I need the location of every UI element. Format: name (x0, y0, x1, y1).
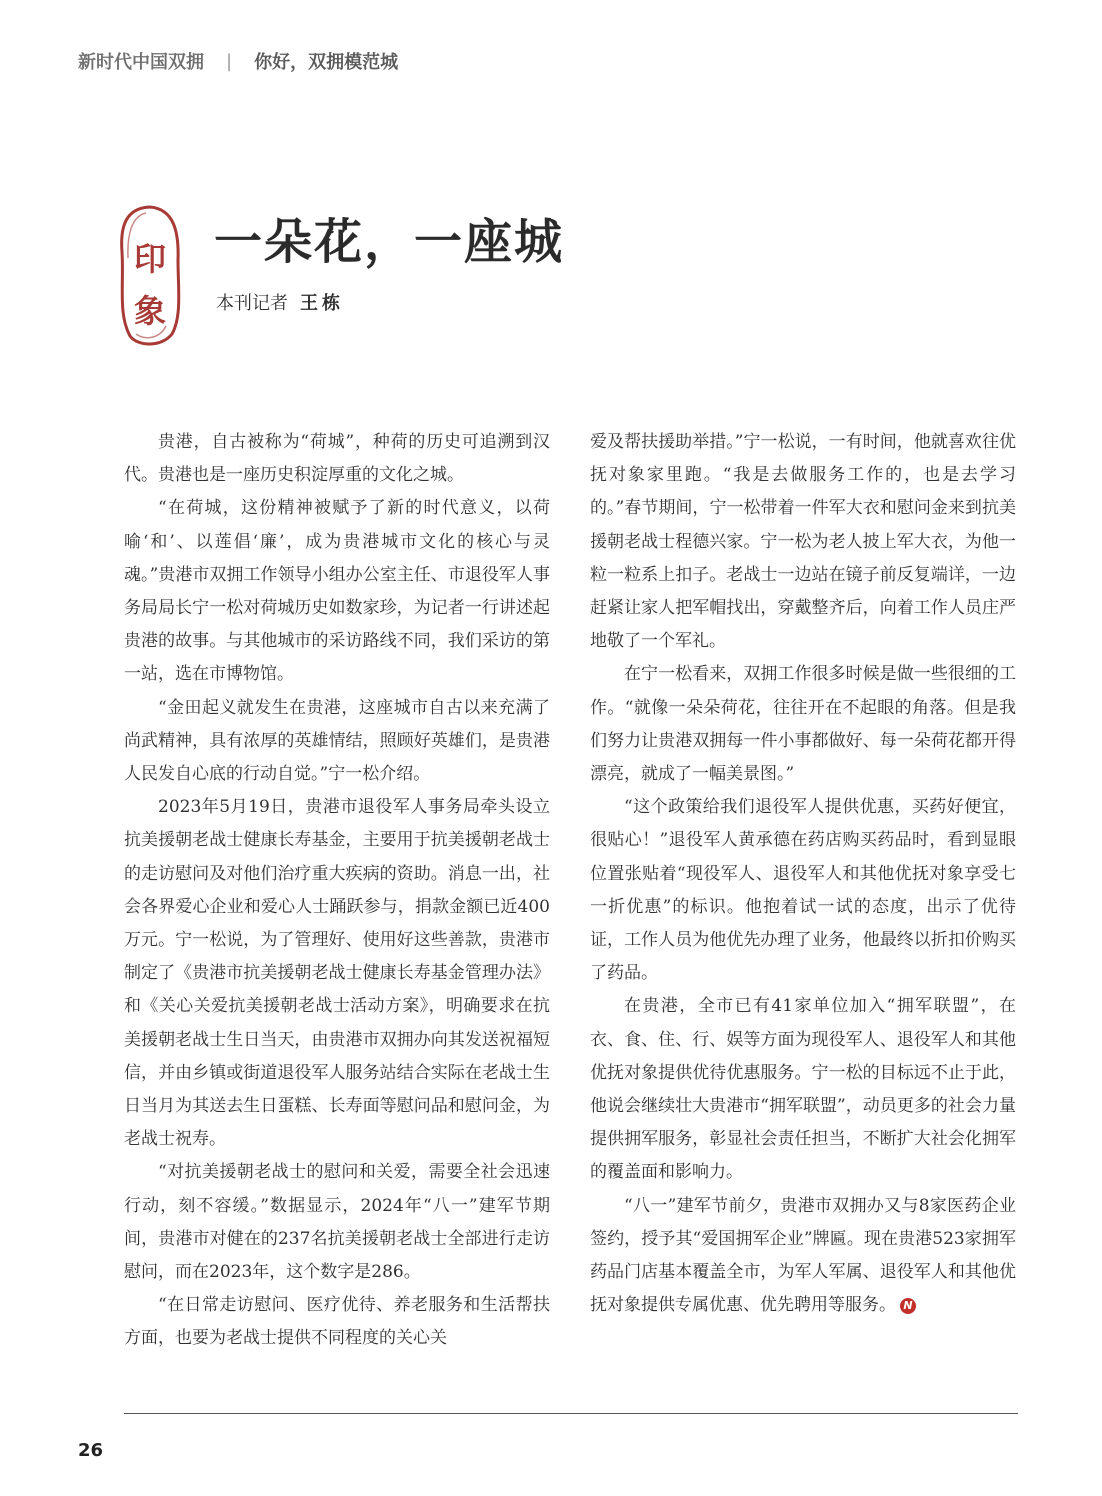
end-mark-icon: N (900, 1298, 916, 1314)
left-column (124, 426, 550, 1356)
body-paragraph: “对抗美援朝老战士的慰问和关爱，需要全社会迅速行动，刻不容缓。”数据显示，2024年“八一”建军节期间，贵港市对健在的237名抗美援朝老战士全部进行走访慰问，而在2023年，这个数字是286。 (124, 1162, 550, 1283)
body-paragraph: “在日常走访慰问、医疗优待、养老服务和生活帮扶方面，也要为老战士提供不同程度的关心关 (124, 1295, 550, 1349)
page-number: 26 (78, 1440, 104, 1461)
impression-seal (116, 204, 184, 348)
header-subsection: 你好，双拥模范城 (254, 52, 399, 73)
body-paragraph-continued: 爱及帮扶援助举措。”宁一松说，一有时间，他就喜欢往优抚对象家里跑。“我是去做服务工作的，也是去学习的。”春节期间，宁一松带着一件军大衣和慰问金来到抗美援朝老战士程德兴家。宁一松为老人披上军大衣，为他一粒一粒系上扣子。老战士一边站在镜子前反复端详，一边赶紧让家人把军帽找出，穿戴整齐后，向着工作人员庄严地敬了一个军礼。 (590, 432, 1016, 652)
body-paragraph: “在荷城，这份精神被赋予了新的时代意义，以荷喻‘和’、以莲倡‘廉’，成为贵港城市文化的核心与灵魂。”贵港市双拥工作领导小组办公室主任、市退役军人事务局局长宁一松对荷城历史如数家珍，为记者一行讲述起贵港的故事。与其他城市的采访路线不同，我们采访的第一站，选在市博物馆。 (124, 498, 550, 685)
right-column (590, 426, 1016, 1322)
body-paragraph: “这个政策给我们退役军人提供优惠，买药好便宜，很贴心！”退役军人黄承德在药店购买药品时，看到显眼位置张贴着“现役军人、退役军人和其他优抚对象享受七一折优惠”的标识。他抱着试一试的态度，出示了优待证，工作人员为他优先办理了业务，他最终以折扣价购买了药品。 (590, 797, 1016, 984)
header-section: 新时代中国双拥 (78, 52, 204, 73)
body-paragraph: “金田起义就发生在贵港，这座城市自古以来充满了尚武精神，具有浓厚的英雄情结，照顾好英雄们，是贵港人民发自心底的行动自觉。”宁一松介绍。 (124, 697, 550, 785)
author-name: 王栋 (300, 293, 344, 314)
article-title: 一朵花，一座城 (214, 214, 565, 270)
seal-char-xiang: 象 (133, 292, 166, 330)
final-paragraph (590, 1190, 1016, 1323)
running-header (78, 48, 398, 74)
body-paragraph: 在贵港，全市已有41家单位加入“拥军联盟”，在衣、食、住、行、娱等方面为现役军人、退役军人和其他优抚对象提供优待优惠服务。宁一松的目标远不止于此，他说会继续壮大贵港市“拥军联盟”，动员更多的社会力量提供拥军服务，彰显社会责任担当，不断扩大社会化拥军的覆盖面和影响力。 (590, 996, 1016, 1183)
body-paragraph: 在宁一松看来，双拥工作很多时候是做一些很细的工作。“就像一朵朵荷花，往往开在不起眼的角落。但是我们努力让贵港双拥每一件小事都做好、每一朵荷花都开得漂亮，就成了一幅美景图。” (590, 664, 1016, 785)
footer-rule (124, 1413, 1018, 1414)
body-paragraph: 2023年5月19日，贵港市退役军人事务局牵头设立抗美援朝老战士健康长寿基金，主要用于抗美援朝老战士的走访慰问及对他们治疗重大疾病的资助。消息一出，社会各界爱心企业和爱心人士踊跃参与，捐款金额已近400万元。宁一松说，为了管理好、使用好这些善款，贵港市制定了《贵港市抗美援朝老战士健康长寿基金管理办法》和《关心关爱抗美援朝老战士活动方案》，明确要求在抗美援朝老战士生日当天，由贵港市双拥办向其发送祝福短信，并由乡镇或街道退役军人服务站结合实际在老战士生日当月为其送去生日蛋糕、长寿面等慰问品和慰问金，为老战士祝寿。 (124, 797, 550, 1150)
final-paragraph-text: “八一”建军节前夕，贵港市双拥办又与8家医药企业签约，授予其“爱国拥军企业”牌匾。现在贵港523家拥军药品门店基本覆盖全市，为军人军属、退役军人和其他优抚对象提供专属优惠、优先聘用等服务。 (590, 1195, 1016, 1316)
byline (216, 289, 344, 315)
body-paragraph: 贵港，自古被称为“荷城”，种荷的历史可追溯到汉代。贵港也是一座历史积淀厚重的文化之城。 (124, 432, 550, 486)
byline-label: 本刊记者 (216, 293, 288, 314)
header-separator: | (226, 50, 233, 72)
seal-char-yin: 印 (133, 240, 166, 278)
